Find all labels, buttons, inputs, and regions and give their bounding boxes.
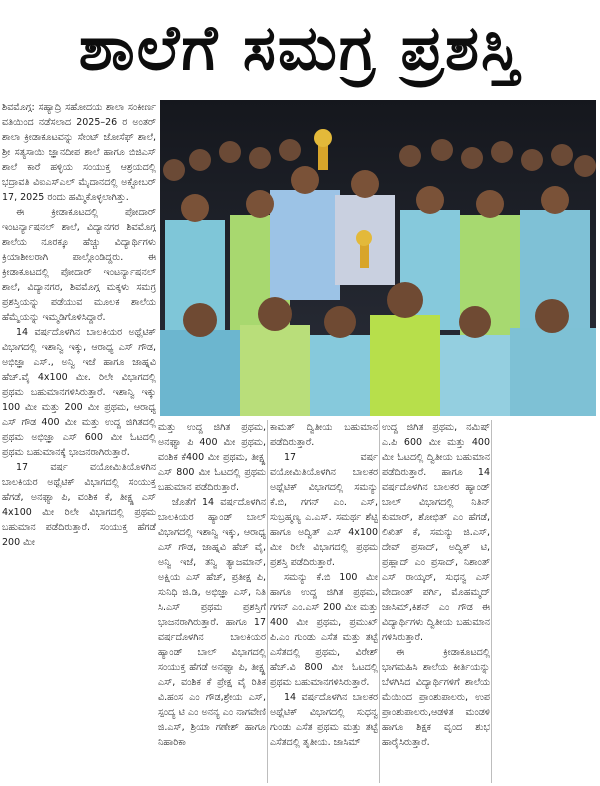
headline: ಶಾಲೆಗೆ ಸಮಗ್ರ ಪ್ರಶಸ್ತಿ (78, 11, 522, 84)
article-paragraph: ಉದ್ದ ಜಿಗಿತ ಪ್ರಥಮ, ನಮಿಷ್ ಎ.ಪಿ 600 ಮೀ ಮತ್ತು 400 ಮೀ ಓಟದಲ್ಲಿ ದ್ವಿತೀಯ ಬಹುಮಾನ ಪಡೆದಿರುತ್ತಾರೆ. ಹಾಗೂ 14 ವರ್ಷದೊಳಗಿನ ಬಾಲಕರ ಹ್ಯಾಂಡ್ ಬಾಲ್ ವಿಭಾಗದಲ್ಲಿ ನಿತಿನ್ ಕುಮಾರ್, ಶೋಭಿತ್ ಎಂ ಹೆಗಡೆ, ಲಿಖಿತ್ ಕೆ, ಸಮನ್ಯು ಜಿ.ಎಸ್, ದೇವ್ ಪ್ರಸಾದ್, ಅದ್ವಿಕ್ ಟಿ, ಪ್ರಹ್ಲಾದ್ ಎಂ ಪ್ರಸಾದ್, ನಿಶಾಂತ್ ಎಸ್ ರಾಯ್ಕರ್, ಸುಧನ್ವ ಎಸ್ ವೇದಾಂತ್ ಪರ್ಗಿ, ಮೊಹಮ್ಮದ್ ಜಾಸಿಮ್,ಕಿಶನ್ ಎಂ ಗೌಡ ಈ ವಿದ್ಯಾರ್ಥಿಗಳು ದ್ವಿತೀಯ ಬಹುಮಾನ ಗಳಿಸಿರುತ್ತಾರೆ. (382, 422, 490, 643)
team-photo (160, 100, 596, 416)
article-paragraph: 17 ವರ್ಷ ವಯೋಮಿತಿಯೊಳಗಿನ ಬಾಲಕಿಯರ ಅಥ್ಲೆಟಿಕ್ ವಿಭಾಗದಲ್ಲಿ ಸಂಯುಕ್ತ ಹೆಗಡೆ, ಅನಘ್ಯಾ ಪಿ, ವಂಶಿಕ ಕೆ, ತೀಕ್ಷ್ಣ ಎಸ್ 4x100 ಮೀ ರಿಲೇ ವಿಭಾಗದಲ್ಲಿ ಪ್ರಥಮ ಬಹುಮಾನ ಪಡೆದಿರುತ್ತಾರೆ. ಸಂಯುಕ್ತ ಹೆಗಡೆ 200 ಮೀ (2, 462, 156, 548)
article-paragraph: 14 ವರ್ಷದೊಳಗಿನ ಬಾಲಕಿಯರ ಅಥ್ಲೆಟಿಕ್ ವಿಭಾಗದಲ್ಲಿ ಇಶಾನ್ವಿ ಇಕ್ಕು, ಆರಾಧ್ಯ ಎಸ್ ಗೌಡ, ಅಭಿಜ್ಞಾ ಎಸ್., ಅನ್ವಿ ಇಜೆ ಹಾಗೂ ಜಾಹ್ನವಿ ಹೆಚ್.ವೈ 4x100 ಮೀ. ರಿಲೇ ವಿಭಾಗದಲ್ಲಿ ಪ್ರಥಮ ಬಹುಮಾನಗಳಿಸಿರುತ್ತಾರೆ. ಇಶಾನ್ವಿ ಇಕ್ಕು 100 ಮೀ ಮತ್ತು 200 ಮೀ ಪ್ರಥಮ, ಆರಾಧ್ಯ ಎಸ್ ಗೌಡ 400 ಮೀ ಮತ್ತು ಉದ್ದ ಜಿಗಿತದಲ್ಲಿ ಪ್ರಥಮ ಅಭಿಜ್ಞಾ ಎಸ್ 600 ಮೀ ಓಟದಲ್ಲಿ ಪ್ರಥಮ ಬಹುಮಾನಕ್ಕೆ ಭಾಜನರಾಗಿರುತ್ತಾರೆ. (2, 327, 156, 458)
article-paragraph: ಈ ಕ್ರೀಡಾಕೂಟದಲ್ಲಿ ಪೋದಾರ್ ಇಂಟರ್ನ್ಯಾಷನಲ್ ಶಾಲೆ, ವಿದ್ಯಾನಗರ ಶಿವಮೊಗ್ಗ ಶಾಲೆಯ ನೂರಕ್ಕೂ ಹೆಚ್ಚು ವಿದ್ಯಾರ್ಥಿಗಳು ಕ್ರಿಯಾಶೀಲರಾಗಿ ಪಾಲ್ಗೊಂಡಿದ್ದರು. ಈ ಕ್ರೀಡಾಕೂಟದಲ್ಲಿ ಪೋದಾರ್ ಇಂಟರ್ನ್ಯಾಷನಲ್ ಶಾಲೆ, ವಿದ್ಯಾನಗರ, ಶಿವಮೊಗ್ಗ ಮಕ್ಕಳು ಸಮಗ್ರ ಪ್ರಶಸ್ತಿಯನ್ನು ಪಡೆಯುವ ಮೂಲಕ ಶಾಲೆಯ ಹೆಮ್ಮೆಯನ್ನು ಇಮ್ಮಡಿಗೊಳಿಸಿದ್ದಾರೆ. (2, 207, 156, 323)
article-column (158, 420, 266, 783)
article-paragraph: ಈ ಕ್ರೀಡಾಕೂಟದಲ್ಲಿ ಭಾಗಮಹಿಸಿ ಶಾಲೆಯ ಕೀರ್ತಿಯನ್ನು ಬೆಳಗಿಸಿದ ವಿದ್ಯಾರ್ಥಿಗಳಿಗೆ ಶಾಲೆಯ ಮೆಯಿಂದ ಪ್ರಾಂಶುಪಾಲರು, ಉಪ ಪ್ರಾಂಶುಪಾಲರು,ಆಡಳಿತ ಮಂಡಳಿ ಹಾಗೂ ಶಿಕ್ಷಕ ವೃಂದ ಶುಭ ಹಾರೈಸಿರುತ್ತಾರೆ. (382, 647, 490, 748)
article-paragraph: 17 ವರ್ಷ ವಯೋಮಿತಿಯೊಳಗಿನ ಬಾಲಕರ ಅಥ್ಲೆಟಿಕ್ ವಿಭಾಗದಲ್ಲಿ ಸಮನ್ಯು ಕೆ.ಬಿ, ಗಗನ್ ಎಂ. ಎಸ್, ಸುಬ್ರಹ್ಮಣ್ಯ ಎ.ಎಸ್. ಸಮರ್ಥ ಶೆಟ್ಟಿ ಹಾಗೂ ಅದ್ವಿತ್ ಎಸ್ 4x100 ಮೀ ರಿಲೇ ವಿಭಾಗದಲ್ಲಿ ಪ್ರಥಮ ಪ್ರಶಸ್ತಿ ಪಡೆದಿರುತ್ತಾರೆ. (270, 452, 378, 568)
article-paragraph: ಮತ್ತು ಉದ್ದ ಜಿಗಿತ ಪ್ರಥಮ, ಅನಘ್ಯಾ ಪಿ 400 ಮೀ ಪ್ರಥಮ, ವಂಶಿಕ ಕೆ400 ಮೀ ಪ್ರಥಮ, ತೀಕ್ಷ್ಣ ಎಸ್ 800 ಮೀ ಓಟದಲ್ಲಿ ಪ್ರಥಮ ಬಹುಮಾನ ಪಡೆದಿರುತ್ತಾರೆ. (158, 422, 266, 493)
article-column (382, 420, 490, 783)
article-left-column (2, 100, 156, 783)
column-divider (267, 420, 268, 783)
column-divider (379, 420, 380, 783)
article-paragraph: ಸಮನ್ಯು ಕೆ.ಬಿ 100 ಮೀ ಹಾಗೂ ಉದ್ದ ಜಿಗಿತ ಪ್ರಥಮ, ಗಗನ್ ಎಂ.ಎಸ್ 200 ಮೀ ಮತ್ತು 400 ಮೀ ಪ್ರಥಮ, ಪ್ರಮುಖ್ ಪಿ.ಎಂ ಗುಂಡು ಎಸೆತ ಮತ್ತು ತಟ್ಟೆ ಎಸೆತದಲ್ಲಿ ಪ್ರಥಮ, ವಿರೇಶ್ ಹೆಚ್.ವಿ 800 ಮೀ ಓಟದಲ್ಲಿ ಪ್ರಥಮ ಬಹುಮಾನಗಳಿಸಿರುತ್ತಾರೆ. (270, 572, 378, 688)
article-paragraph: ಜೊತೆಗೆ 14 ವರ್ಷದೊಳಗಿನ ಬಾಲಕಿಯರ ಹ್ಯಾಂಡ್ ಬಾಲ್ ವಿಭಾಗದಲ್ಲಿ ಇಶಾನ್ವಿ ಇಕ್ಕು, ಆರಾಧ್ಯ ಎಸ್ ಗೌಡ, ಜಾಹ್ನವಿ ಹೆಚ್ ವೈ, ಅನ್ವಿ ಇಜೆ, ತನ್ವಿ ತ್ಯಾಜಮಾನ್, ಅಕ್ಷಿಯ ಎಸ್ ಹೆಚ್, ಪ್ರತೀಕ್ಷ ಪಿ, ಸುನಿಧಿ ಜಿ.ಡಿ, ಅಭಿಜ್ಞಾ ಎಸ್, ನಿತಿ ಸಿ.ಎಸ್ ಪ್ರಥಮ ಪ್ರಶಸ್ತಿಗೆ ಭಾಜನರಾಗಿರುತ್ತಾರೆ. ಹಾಗೂ 17 ವರ್ಷದೊಳಗಿನ ಬಾಲಕಿಯರ ಹ್ಯಾಂಡ್ ಬಾಲ್ ವಿಭಾಗದಲ್ಲಿ ಸಂಯುಕ್ತ ಹೆಗಡೆ ಅನಘ್ಯಾ ಪಿ, ತೀಕ್ಷ್ಣ ಎಸ್, ವಂಶಿಕ ಕೆ ಪ್ರೇಕ್ಷ ವೈ ರಿತಿಕ ವಿ.ಹಂಸ ಎಂ ಗೌಡ,ಶ್ರೇಯ ಎಸ್, ಸ್ಪಂದ್ಯ ಟಿ ಎಂ ಅನನ್ಯ ಎಂ ನಾಗವೇಣಿ ಜಿ.ಎಸ್, ಶ್ರಿಯಾ ಗಣೇಶ್ ಹಾಗೂ ನಿಹಾರಿಕಾ (158, 497, 266, 748)
article-paragraph: ಶಿವಮೊಗ್ಗ: ಸಹ್ಯಾದ್ರಿ ಸಹೋದಯ ಶಾಲಾ ಸಂಕೀರ್ಣ ವತಿಯಿಂದ ನಡೆಸಲಾದ 2025–26 ರ ಅಂತರ್ ಶಾಲಾ ಕ್ರೀಡಾಕೂಟವನ್ನು ಸೇಂಟ್ ಜೋಸೆಫ್ ಶಾಲೆ, ಶ್ರೀ ಸತ್ಯಸಾಯಿ ಜ್ಞಾನದೀಪ ಶಾಲೆ ಹಾಗೂ ಬಿಜಿಎಸ್ ಶಾಲೆ ಕಾರೆ ಹಳ್ಳಿಯ ಸಂಯುಕ್ತ ಆಶ್ರಯದಲ್ಲಿ ಭದ್ರಾವತಿ ವಿಐಎಸ್‌ಎಲ್ ಮೈದಾನದಲ್ಲಿ ಅಕ್ಟೋಬರ್ 17, 2025 ರಂದು ಹಮ್ಮಿಕೊಳ್ಳಲಾಗಿತ್ತು. (2, 102, 156, 203)
article-column (270, 420, 378, 783)
article-paragraph: ಕಾಮತ್ ದ್ವಿತೀಯ ಬಹುಮಾನ ಪಡೆದಿರುತ್ತಾರೆ. (270, 422, 378, 448)
column-divider (491, 420, 492, 783)
article-paragraph: 14 ವರ್ಷದೊಳಗಿನ ಬಾಲಕರ ಅಥ್ಲೆಟಿಕ್ ವಿಭಾಗದಲ್ಲಿ ಸುಧನ್ವ ಗುಂಡು ಎಸೆತ ಪ್ರಥಮ ಮತ್ತು ತಟ್ಟೆ ಎಸೆತದಲ್ಲಿ ತೃತೀಯ. ಜಾಸಿಮ್ (270, 692, 378, 748)
